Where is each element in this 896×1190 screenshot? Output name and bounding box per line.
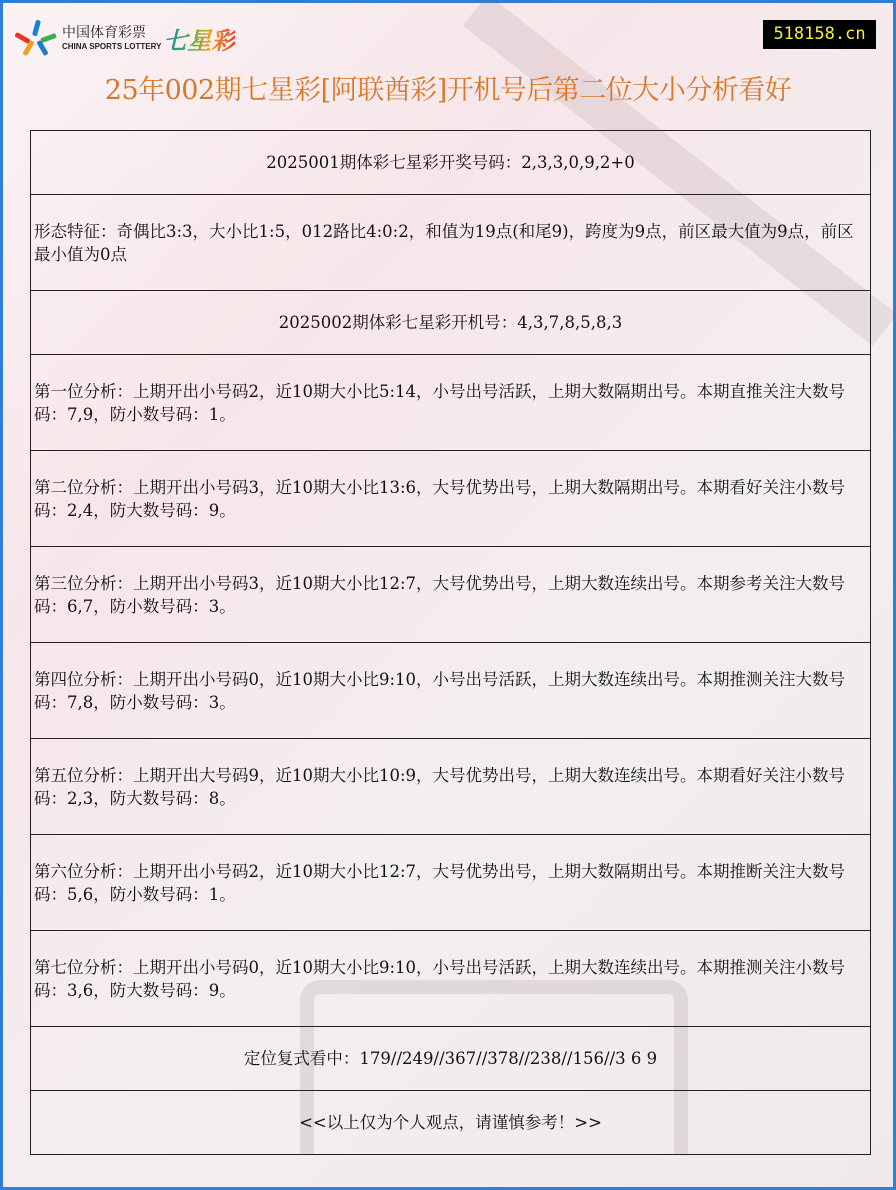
logo-mark-icon [18, 20, 56, 56]
position-analysis: 第六位分析：上期开出小号码2，近10期大小比12:7，大号优势出号，上期大数隔期出号。本期推断关注大数号码：5,6，防小数号码：1。 [31, 835, 871, 931]
position-analysis: 第一位分析：上期开出小号码2，近10期大小比5:14，小号出号活跃，上期大数隔期出号。本期直推关注大数号码：7,9，防小数号码：1。 [31, 355, 871, 451]
compound-picks: 定位复式看中：179//249//367//378//238//156//3 6 9 [31, 1027, 871, 1091]
logo-en: CHINA SPORTS LOTTERY [62, 41, 162, 51]
lottery-logo [18, 20, 235, 56]
position-analysis: 第五位分析：上期开出大号码9，近10期大小比10:9，大号优势出号，上期大数连续出号。本期看好关注小数号码：2,3，防大数号码：8。 [31, 739, 871, 835]
logo-cn: 中国体育彩票 [62, 24, 146, 41]
trial-numbers: 2025002期体彩七星彩开机号：4,3,7,8,5,8,3 [31, 291, 871, 355]
position-analysis: 第七位分析：上期开出小号码0，近10期大小比9:10，小号出号活跃，上期大数连续出号。本期推测关注小数号码：3,6，防大数号码：9。 [31, 931, 871, 1027]
analysis-table [30, 130, 871, 1155]
draw-result: 2025001期体彩七星彩开奖号码：2,3,3,0,9,2+0 [31, 131, 871, 195]
page-title: 25年002期七星彩[阿联酋彩]开机号后第二位大小分析看好 [104, 75, 792, 106]
site-badge: 518158.cn [763, 20, 876, 49]
pattern-features: 形态特征：奇偶比3:3，大小比1:5，012路比4:0:2，和值为19点(和尾9)，跨度为9点，前区最大值为9点，前区最小值为0点 [31, 195, 871, 291]
disclaimer: <<以上仅为个人观点，请谨慎参考！>> [31, 1091, 871, 1155]
logo-game: 七星彩 [163, 21, 235, 56]
position-analysis: 第二位分析：上期开出小号码3，近10期大小比13:6，大号优势出号，上期大数隔期出号。本期看好关注小数号码：2,4，防大数号码：9。 [31, 451, 871, 547]
position-analysis: 第三位分析：上期开出小号码3，近10期大小比12:7，大号优势出号，上期大数连续出号。本期参考关注大数号码：6,7，防小数号码：3。 [31, 547, 871, 643]
position-analysis: 第四位分析：上期开出小号码0，近10期大小比9:10，小号出号活跃，上期大数连续出号。本期推测关注大数号码：7,8，防小数号码：3。 [31, 643, 871, 739]
